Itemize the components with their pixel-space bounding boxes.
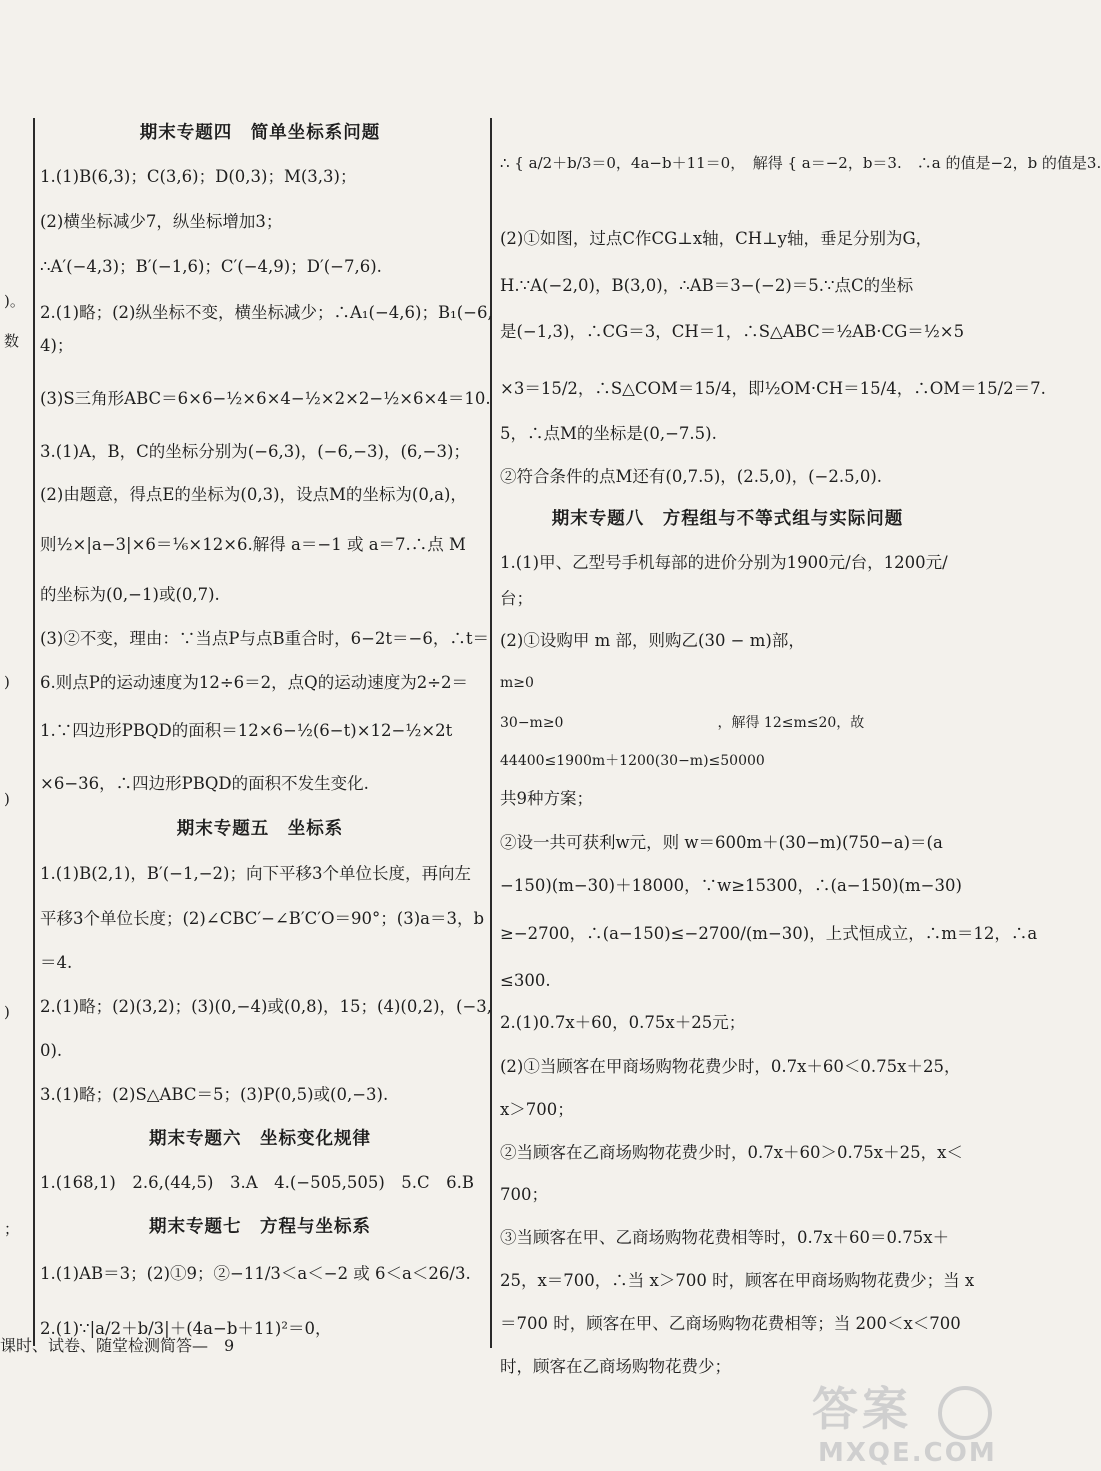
watermark-text: 答案 (812, 1382, 912, 1436)
section-title-5: 期末专题五 坐标系 (176, 819, 344, 839)
section-title-6: 期末专题六 坐标变化规律 (149, 1129, 371, 1149)
answer-line: 4)； (40, 336, 74, 355)
watermark-logo (812, 1382, 997, 1468)
section-title-8: 期末专题八 方程组与不等式组与实际问题 (551, 509, 904, 529)
answer-line: −150)(m−30)＋18000，∵w≥15300，∴(a−150)(m−30) (500, 876, 962, 895)
answer-line: 平移3个单位长度；(2)∠CBC′−∠B′C′O＝90°；(3)a＝3，b (40, 909, 485, 928)
answer-line: 的坐标为(0,−1)或(0,7). (40, 585, 220, 604)
left-edge-mark: ； (4, 1220, 20, 1238)
answer-line: 3.(1)略；(2)S△ABC＝5；(3)P(0,5)或(0,−3). (40, 1085, 389, 1104)
answer-line: 1.(1)B(2,1)，B′(−1,−2)；向下平移3个单位长度，再向左 (40, 864, 471, 883)
answer-line: ≤300. (500, 971, 551, 990)
answer-line: 2.(1)略；(2)纵坐标不变，横坐标减少；∴A₁(−4,6)；B₁(−6, (40, 303, 493, 322)
watermark-circle-icon (938, 1386, 992, 1440)
left-edge-mark: 数 (4, 332, 20, 350)
answer-line: 2.(1)略；(2)(3,2)；(3)(0,−4)或(0,8)，15；(4)(0,2)，(−3, (40, 997, 493, 1016)
answer-line: 是(−1,3)，∴CG＝3，CH＝1，∴S△ABC＝½AB·CG＝½×5 (500, 322, 965, 341)
answer-line: x＞700； (500, 1100, 574, 1119)
answer-line: 3.(1)A，B，C的坐标分别为(−6,3)，(−6,−3)，(6,−3)； (40, 442, 470, 461)
answer-line: 0). (40, 1041, 63, 1060)
watermark-url: MXQE.COM (818, 1438, 997, 1468)
answer-line: ＝4. (40, 953, 73, 972)
answer-line: ∴ { a/2＋b/3＝0，4a−b＋11＝0， 解得 { a＝−2，b＝3. ∴a 的值是−2，b 的值是3. (500, 154, 1101, 172)
answer-line: m≥0 (500, 675, 534, 691)
answer-line: 2.(1)0.7x＋60，0.75x＋25元； (500, 1013, 746, 1032)
left-edge-mark: )。 (4, 292, 25, 310)
answer-line: (3)S三角形ABC＝6×6−½×6×4−½×2×2−½×6×4＝10. (40, 389, 491, 408)
answer-line: ×6−36，∴四边形PBQD的面积不发生变化. (40, 774, 369, 793)
answer-line: 5，∴点M的坐标是(0,−7.5). (500, 424, 717, 443)
answer-line: ③当顾客在甲、乙商场购物花费相等时，0.7x＋60＝0.75x＋ (500, 1228, 950, 1247)
answer-line: 时，顾客在乙商场购物花费少； (500, 1357, 731, 1376)
answer-line: ②符合条件的点M还有(0,7.5)，(2.5,0)，(−2.5,0). (500, 467, 883, 486)
answer-line: 30−m≥0 ，解得 12≤m≤20，故 (500, 715, 865, 731)
answer-line: ②当顾客在乙商场购物花费少时，0.7x＋60＞0.75x＋25，x＜ (500, 1143, 963, 1162)
answer-line: (3)②不变，理由：∵当点P与点B重合时，6−2t＝−6，∴t＝ (40, 629, 490, 648)
page-footer: 课时、试卷、随堂检测简答— 9 (0, 1336, 235, 1355)
answer-line: 则½×|a−3|×6＝⅙×12×6.解得 a＝−1 或 a＝7.∴点 M (40, 535, 466, 554)
answer-line: 44400≤1900m＋1200(30−m)≤50000 (500, 753, 765, 769)
answer-line: 台； (500, 589, 533, 608)
answer-line: (2)横坐标减少7，纵坐标增加3； (40, 212, 283, 231)
left-edge-mark: ) (4, 1003, 10, 1021)
answer-line: 700； (500, 1185, 548, 1204)
answer-line: 1.(1)AB＝3；(2)①9；②−11/3＜a＜−2 或 6＜a＜26/3. (40, 1264, 471, 1283)
section-title-4: 期末专题四 简单坐标系问题 (139, 123, 381, 143)
answer-line: 共9种方案； (500, 789, 593, 808)
answer-line: ②设一共可获利w元，则 w＝600m＋(30−m)(750−a)＝(a (500, 833, 943, 852)
answer-line: ∴A′(−4,3)；B′(−1,6)；C′(−4,9)；D′(−7,6). (40, 257, 382, 276)
answer-line: 1.(1)B(6,3)；C(3,6)；D(0,3)；M(3,3)； (40, 167, 357, 186)
answer-line: 6.则点P的运动速度为12÷6＝2，点Q的运动速度为2÷2＝ (40, 673, 469, 692)
answer-line: ×3＝15/2，∴S△COM＝15/4，即½OM·CH＝15/4，∴OM＝15/2＝7. (500, 379, 1046, 398)
answer-line: 1.(1)甲、乙型号手机每部的进价分别为1900元/台，1200元/ (500, 553, 948, 572)
left-edge-mark: ) (4, 673, 10, 691)
answer-line: (2)①设购甲 m 部，则购乙(30 − m)部， (500, 631, 805, 650)
answer-line: ≥−2700，∴(a−150)≤−2700/(m−30)，上式恒成立，∴m＝12，∴a (500, 924, 1038, 943)
answer-line: 2.(1)∵|a/2＋b/3|＋(4a−b＋11)²＝0， (40, 1319, 332, 1338)
answer-line: (2)由题意，得点E的坐标为(0,3)，设点M的坐标为(0,a)， (40, 485, 467, 504)
left-column-rule (33, 118, 35, 1346)
answer-line: 25，x＝700，∴当 x＞700 时，顾客在甲商场购物花费少；当 x (500, 1271, 975, 1290)
answer-line: 1.∵四边形PBQD的面积＝12×6−½(6−t)×12−½×2t (40, 721, 453, 740)
answer-line: 1.(168,1) 2.6,(44,5) 3.A 4.(−505,505) 5.C 6.B (40, 1173, 475, 1192)
answer-line: (2)①当顾客在甲商场购物花费少时，0.7x＋60＜0.75x＋25， (500, 1057, 961, 1076)
section-title-7: 期末专题七 方程与坐标系 (149, 1217, 371, 1237)
answer-line: (2)①如图，过点C作CG⊥x轴，CH⊥y轴，垂足分别为G， (500, 229, 933, 248)
answer-line: ＝700 时，顾客在甲、乙商场购物花费相等；当 200＜x＜700 (500, 1314, 961, 1333)
left-edge-mark: ) (4, 790, 10, 808)
answer-line: H.∵A(−2,0)，B(3,0)，∴AB＝3−(−2)＝5.∵点C的坐标 (500, 276, 914, 295)
